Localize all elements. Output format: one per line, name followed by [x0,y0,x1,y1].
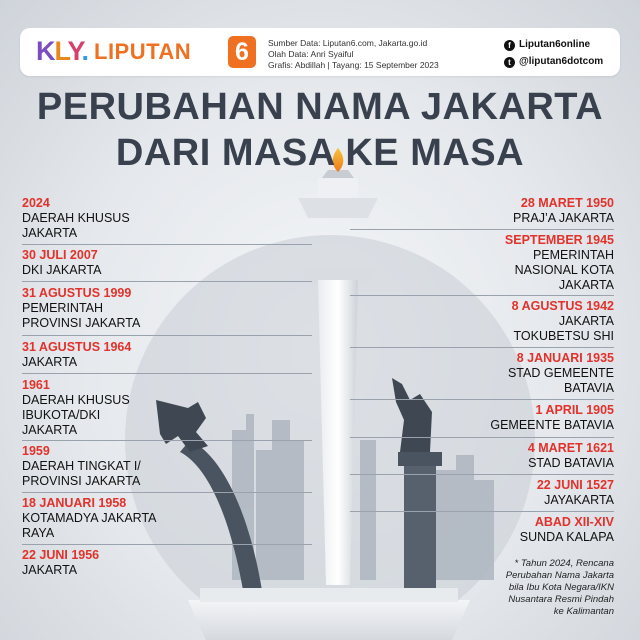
entry-date: 28 MARET 1950 [520,196,614,210]
entry-name: BATAVIA [563,381,614,395]
footnote-line: Nusantara Resmi Pindah [508,594,614,605]
entry-name: KOTAMADYA JAKARTA [22,511,157,525]
entry-name: DAERAH KHUSUS [22,393,130,407]
entry-name: JAKARTA [22,226,78,240]
entry-date: 31 AGUSTUS 1964 [22,340,132,354]
entry-date: SEPTEMBER 1945 [504,233,614,247]
header-bar [20,28,620,76]
footnote-line: * Tahun 2024, Rencana [514,558,614,569]
twitter-icon: t [504,57,515,68]
entry-name: SUNDA KALAPA [519,530,614,544]
footnote-line: ke Kalimantan [553,606,614,617]
divider [22,281,312,282]
divider [350,347,614,348]
entry-name: JAKARTA [22,355,78,369]
meta-line: Olah Data: Anri Syaiful [268,49,354,59]
entry-date: 1959 [22,444,50,458]
facebook-handle[interactable] [504,39,590,51]
kly-logo: KLY. [36,36,89,66]
twitter-handle-text: @liputan6dotcom [519,56,604,67]
meta-line: Sumber Data: Liputan6.com, Jakarta.go.id [268,38,428,48]
entry-date: 18 JANUARI 1958 [22,496,127,510]
timeline-entry-right [414,196,614,226]
timeline-entry-left [22,286,222,331]
entry-date: 31 AGUSTUS 1999 [22,286,132,300]
entry-name: JAKARTA [22,563,78,577]
entry-date: 8 AGUSTUS 1942 [511,299,614,313]
divider [350,511,614,512]
liputan-logo-number: 6 [228,36,256,68]
divider [350,295,614,296]
entry-name: DKI JAKARTA [22,263,102,277]
entry-name: STAD GEMEENTE [507,366,614,380]
divider [22,440,312,441]
entry-name: NASIONAL KOTA [514,263,614,277]
entry-date: 4 MARET 1621 [527,441,614,455]
entry-date: 1 APRIL 1905 [535,403,614,417]
page-title-line1: PERUBAHAN NAMA JAKARTA [36,86,604,128]
entry-name: PROVINSI JAKARTA [22,316,141,330]
divider [350,474,614,475]
timeline-entry-right [414,478,614,508]
timeline-entry-left [22,496,222,541]
entry-name: PRAJ’A JAKARTA [513,211,614,225]
timeline-entry-right [414,299,614,344]
entry-name: RAYA [22,526,55,540]
timeline-entry-right [414,515,614,545]
source-meta [268,38,439,71]
divider [22,373,312,374]
entry-name: STAD BATAVIA [528,456,614,470]
footnote-line: bila Ibu Kota Negara/IKN [508,582,614,593]
entry-name: IBUKOTA/DKI [22,408,101,422]
timeline-entry-right [414,351,614,396]
divider [22,492,312,493]
divider [350,399,614,400]
divider [22,335,312,336]
twitter-handle[interactable] [504,56,603,68]
entry-name: PEMERINTAH [532,248,614,262]
monas-base [188,600,470,640]
timeline-entry-left [22,196,222,241]
page-title-line2: DARI MASA KE MASA [115,132,525,174]
entry-name: PROVINSI JAKARTA [22,474,141,488]
entry-name: PEMERINTAH [22,301,104,315]
entry-name: JAKARTA [558,314,614,328]
liputan-logo-text: LIPUTAN [94,39,192,64]
entry-name: DAERAH TINGKAT I/ [22,459,141,473]
timeline-entry-left [22,378,222,438]
facebook-handle-text: Liputan6online [519,39,591,50]
entry-date: 2024 [22,196,50,210]
meta-line: Grafis: Abdillah | Tayang: 15 September 2023 [268,60,439,70]
divider [22,244,312,245]
entry-name: JAKARTA [22,423,78,437]
timeline-entry-left [22,248,222,278]
entry-name: JAYAKARTA [544,493,614,507]
timeline-entry-left [22,340,222,370]
entry-name: DAERAH KHUSUS [22,211,130,225]
entry-name: GEMEENTE BATAVIA [490,418,614,432]
timeline-entry-right [414,233,614,293]
divider [22,544,312,545]
entry-date: 8 JANUARI 1935 [516,351,614,365]
footnote-line: Perubahan Nama Jakarta [505,570,614,581]
divider [350,229,614,230]
timeline-entry-left [22,444,222,489]
timeline-entry-left [22,548,222,578]
timeline-entry-right [414,403,614,433]
footnote [464,558,614,618]
facebook-icon: f [504,40,515,51]
entry-date: ABAD XII-XIV [534,515,614,529]
timeline-entry-right [414,441,614,471]
entry-date: 22 JUNI 1527 [536,478,614,492]
divider [350,437,614,438]
entry-date: 1961 [22,378,50,392]
entry-date: 22 JUNI 1956 [22,548,100,562]
entry-name: JAKARTA [558,278,614,292]
entry-name: TOKUBETSU SHI [513,329,614,343]
entry-date: 30 JULI 2007 [22,248,98,262]
